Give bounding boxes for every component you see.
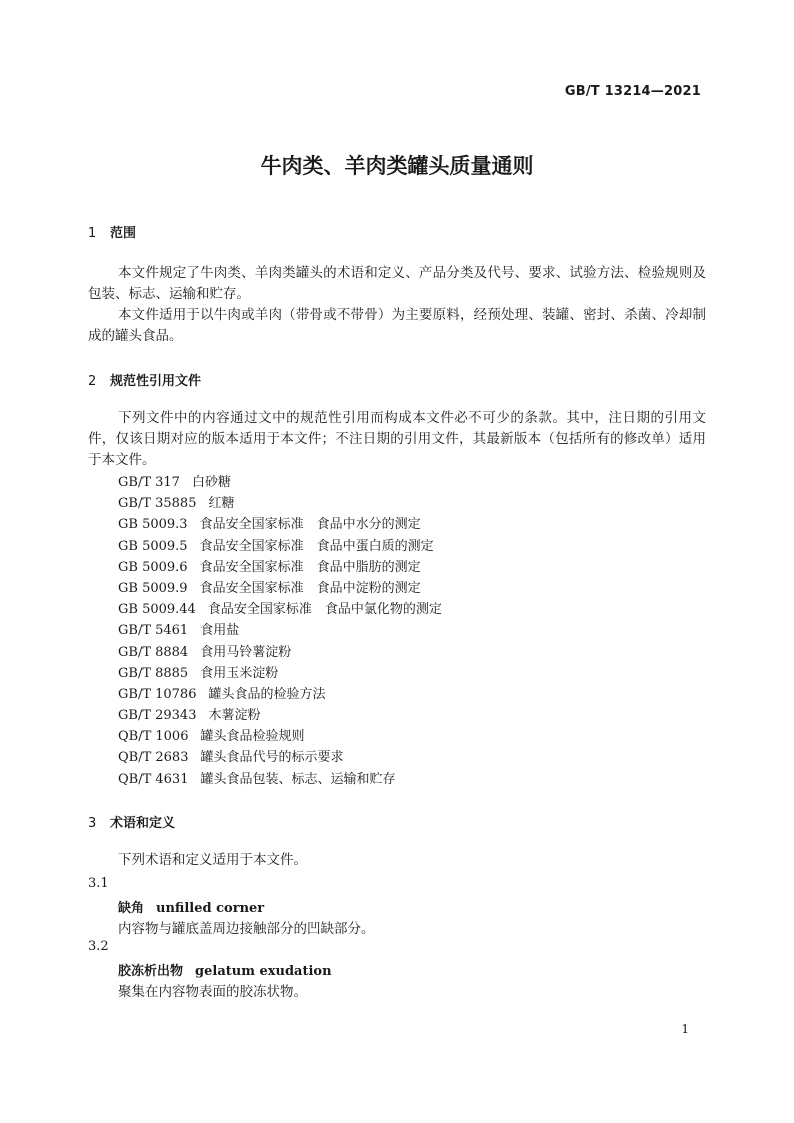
reference-title: 食品安全国家标准 食品中氯化物的测定 [207, 602, 442, 618]
reference-code: GB/T 317 [118, 475, 180, 490]
reference-code: QB/T 4631 [118, 771, 189, 787]
section-number: 3 [88, 816, 97, 831]
reference-item [118, 663, 442, 684]
section-title: 术语和定义 [110, 816, 176, 831]
reference-title: 白砂糖 [191, 475, 231, 490]
section-title: 范围 [110, 226, 137, 241]
page-title: 牛肉类、羊肉类罐头质量通则 [260, 154, 534, 178]
reference-code: QB/T 2683 [118, 750, 189, 766]
section-2-heading [88, 370, 201, 389]
standard-code: GB/T 13214—2021 [564, 84, 701, 99]
reference-title: 食品安全国家标准 食品中水分的测定 [199, 517, 421, 533]
section-number: 1 [88, 226, 97, 241]
reference-code: GB/T 29343 [118, 708, 197, 724]
reference-item [118, 599, 442, 620]
term-english: gelatum exudation [195, 964, 332, 979]
reference-item [118, 726, 442, 747]
term-english: unfilled corner [156, 901, 265, 916]
reference-title: 食品安全国家标准 食品中蛋白质的测定 [199, 538, 434, 554]
term-definition: 聚集在内容物表面的胶冻状物。 [118, 984, 307, 1000]
reference-title: 食用盐 [200, 623, 240, 639]
term-chinese: 胶冻析出物 [118, 964, 184, 979]
section-3-intro: 下列术语和定义适用于本文件。 [118, 852, 307, 868]
reference-title: 木薯淀粉 [208, 708, 261, 724]
reference-item [118, 705, 442, 726]
section-1-paragraph-2: 本文件适用于以牛肉或羊肉（带骨或不带骨）为主要原料，经预处理、装罐、密封、杀菌、冷却制成的罐头食品。 [88, 307, 706, 344]
reference-title: 食品安全国家标准 食品中脂肪的测定 [199, 559, 421, 575]
reference-code: GB/T 5461 [118, 623, 189, 639]
reference-item [118, 514, 442, 535]
section-2-intro: 下列文件中的内容通过文中的规范性引用而构成本文件必不可少的条款。其中，注日期的引用文件，仅该日期对应的版本适用于本文件；不注日期的引用文件，其最新版本（包括所有的修改单）适用于本文件。 [88, 410, 706, 468]
reference-code: GB/T 35885 [118, 496, 197, 512]
reference-code: GB 5009.44 [118, 602, 196, 618]
reference-item [118, 536, 442, 557]
page-number: 1 [681, 1022, 689, 1036]
reference-title: 罐头食品的检验方法 [208, 686, 326, 702]
term-number: 3.2 [88, 939, 109, 954]
reference-code: GB/T 10786 [118, 686, 197, 702]
reference-title: 罐头食品包装、标志、运输和贮存 [200, 771, 396, 787]
reference-item [118, 769, 442, 790]
term-definition: 内容物与罐底盖周边接触部分的凹缺部分。 [118, 921, 375, 937]
term-heading [118, 960, 332, 979]
section-title: 规范性引用文件 [110, 374, 202, 389]
normative-references-list [118, 472, 442, 790]
reference-title: 食用马铃薯淀粉 [200, 644, 292, 660]
reference-item [118, 493, 442, 514]
reference-code: GB/T 8884 [118, 644, 189, 660]
term-heading [118, 897, 264, 916]
reference-item [118, 747, 442, 768]
reference-title: 罐头食品检验规则 [200, 729, 305, 745]
reference-item [118, 578, 442, 599]
section-1-paragraph-1: 本文件规定了牛肉类、羊肉类罐头的术语和定义、产品分类及代号、要求、试验方法、检验规则及包装、标志、运输和贮存。 [88, 265, 706, 302]
term-number: 3.1 [88, 876, 109, 891]
section-1-heading [88, 222, 136, 241]
reference-title: 食用玉米淀粉 [200, 665, 279, 681]
reference-item [118, 684, 442, 705]
reference-code: GB 5009.6 [118, 559, 188, 575]
term-chinese: 缺角 [118, 901, 145, 916]
reference-code: GB 5009.5 [118, 538, 188, 554]
reference-title: 罐头食品代号的标示要求 [200, 750, 344, 766]
section-number: 2 [88, 374, 97, 389]
reference-title: 食品安全国家标准 食品中淀粉的测定 [199, 580, 421, 596]
reference-item [118, 472, 442, 493]
reference-code: GB/T 8885 [118, 665, 189, 681]
reference-item [118, 557, 442, 578]
reference-code: QB/T 1006 [118, 729, 189, 745]
reference-item [118, 620, 442, 641]
reference-code: GB 5009.3 [118, 517, 188, 533]
reference-item [118, 642, 442, 663]
reference-code: GB 5009.9 [118, 580, 188, 596]
section-3-heading [88, 812, 175, 831]
reference-title: 红糖 [208, 496, 235, 512]
